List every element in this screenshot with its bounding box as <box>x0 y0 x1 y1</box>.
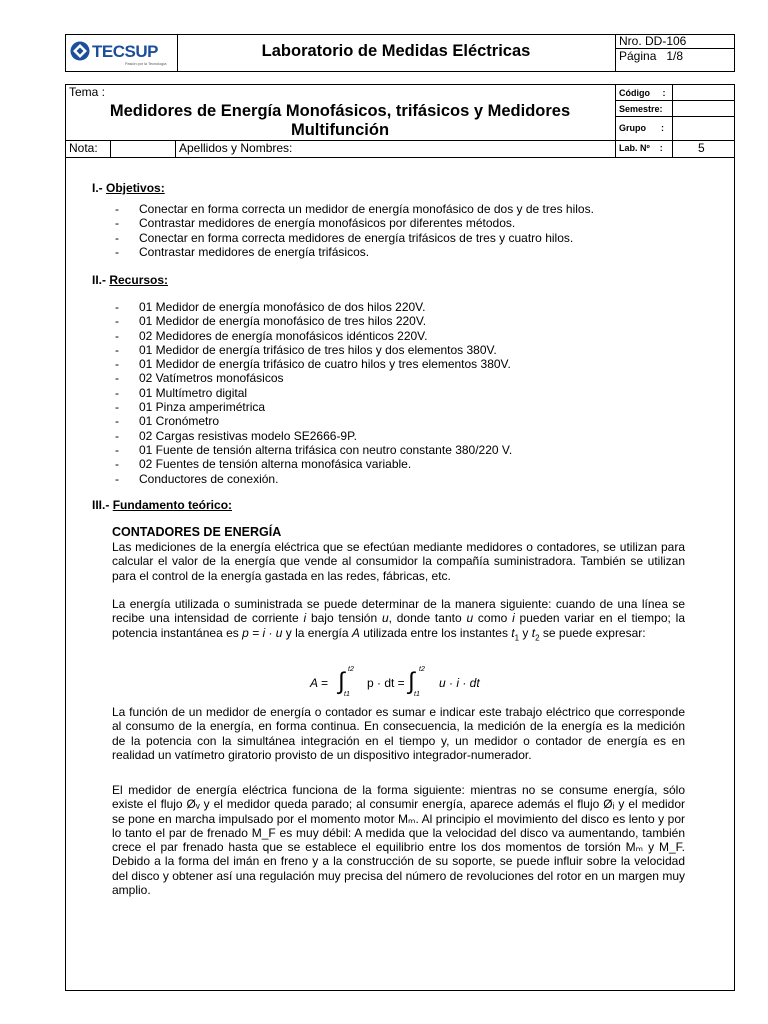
lab-label: Lab. Nº : <box>619 143 663 153</box>
tema-label: Tema : <box>69 85 106 99</box>
integral-icon: ∫ <box>338 668 345 695</box>
recurso-item: - 01 Medidor de energía monofásico de tres hilos 220V. <box>115 314 512 328</box>
text-span: pueden variar en el tiempo; la potencia instantánea es <box>112 611 685 640</box>
codigo-label: Código : <box>619 88 666 98</box>
header-divider-2 <box>615 34 616 72</box>
section-number: II.- <box>92 273 106 287</box>
section-number: III.- <box>92 498 110 512</box>
formula-rhs: u · i · dt <box>439 676 480 690</box>
header-title: Laboratorio de Medidas Eléctricas <box>261 42 531 60</box>
info-divider-v1 <box>615 84 616 157</box>
energy-formula <box>310 668 510 700</box>
objetivos-list <box>115 202 594 259</box>
section-title: Recursos: <box>109 273 169 287</box>
nota-divider-2 <box>175 140 176 157</box>
objetivo-item: - Conectar en forma correcta medidores de energía trifásicos de tres y cuatro hilos. <box>115 231 594 245</box>
symbol-u: u <box>466 611 474 626</box>
symbol-t1: t <box>511 625 515 640</box>
recurso-item: - 02 Cargas resistivas modelo SE2666-9P. <box>115 429 512 443</box>
recurso-item: - 01 Multímetro digital <box>115 386 512 400</box>
paragraph-1: Las mediciones de la energía eléctrica que se efectúan mediante medidores o contadores, se utilizan para calcular el valor de la energía que vende al consumidor la compañía suministradora. También se utilizan para el control de la energía gastada en las redes, fábricas, etc. <box>112 540 685 583</box>
integral-lower: t1 <box>414 691 420 698</box>
recurso-item: - Conductores de conexión. <box>115 472 512 486</box>
grupo-label: Grupo : <box>619 123 664 133</box>
text-span: , donde tanto <box>388 611 467 626</box>
symbol-i: i <box>303 611 307 626</box>
formula-mid: p · dt = <box>367 676 405 690</box>
integral-lower: t1 <box>344 691 350 698</box>
section-objetivos-heading <box>92 181 165 195</box>
section-title: Fundamento teórico: <box>112 498 233 512</box>
recurso-item: - 01 Pinza amperimétrica <box>115 400 512 414</box>
text-span: y la energía <box>282 625 352 640</box>
recurso-item: - 01 Medidor de energía monofásico de dos hilos 220V. <box>115 300 512 314</box>
recurso-item: - 01 Medidor de energía trifásico de cuatro hilos y tres elementos 380V. <box>115 357 512 371</box>
symbol-i: i <box>512 611 515 626</box>
objetivo-item: - Conectar en forma correcta un medidor de energía monofásico de dos y de tres hilos. <box>115 202 594 216</box>
logo-text: TECSUP <box>92 42 158 61</box>
recursos-list <box>115 300 512 486</box>
tecsup-logo <box>69 38 173 68</box>
symbol-t2: t <box>531 625 536 640</box>
integral-icon: ∫ <box>408 668 415 695</box>
recurso-item: - 01 Fuente de tensión alterna trifásica con neutro constante 380/220 V. <box>115 443 512 457</box>
doc-number: Nro. DD-106 <box>619 34 687 48</box>
recurso-item: - 01 Cronómetro <box>115 414 512 428</box>
recurso-item: - 02 Medidores de energía monofásicos idénticos 220V. <box>115 329 512 343</box>
info-divider-h1 <box>615 100 735 101</box>
info-divider-h3 <box>65 140 735 141</box>
paragraph-3: La función de un medidor de energía o contador es sumar e indicar este trabajo eléctrico que corresponde al consumo de la energía, en forma continua. En consecuencia, la medición de la energía es la medición de la potencia con la simultánea integración en el tiempo y, un medidor o contador de energía es en realidad un vatímetro giratorio provisto de un dispositivo integrador-numerador. <box>112 705 685 762</box>
recurso-item: - 02 Fuentes de tensión alterna monofásica variable. <box>115 457 512 471</box>
tema-title-line1: Medidores de Energía Monofásicos, trifásicos y Medidores <box>109 102 571 120</box>
text-span: se puede expresar: <box>539 625 646 640</box>
integral-upper: t2 <box>348 666 354 673</box>
paragraph-2 <box>112 597 685 645</box>
section-fundamento-heading <box>92 498 232 512</box>
section-recursos-heading <box>92 273 168 287</box>
contadores-heading: CONTADORES DE ENERGÍA <box>112 525 282 539</box>
nota-label: Nota: <box>69 141 98 155</box>
info-divider-h2 <box>615 116 735 117</box>
text-span: y <box>519 625 532 640</box>
apellidos-label: Apellidos y Nombres: <box>179 141 293 155</box>
paragraph-4: El medidor de energía eléctrica funciona de la forma siguiente: mientras no se consume energía, sólo existe el flujo Øᵥ y el medidor queda parado; al consumir energía, aparece además el flujo Øᵢ y el medidor se pone en marcha impulsado por el momento motor Mₘ. Al principio el movimiento del disco es lento y por lo tanto el par de frenado M_F es muy débil: A medida que la velocidad del disco va aumentando, también crece el par frenado hasta que se establece el equilibrio entre los dos momentos de torsión Mₘ y M_F. Debido a la forma del imán en freno y a la construcción de su soporte, se puede influir sobre la velocidad del disco y obtener así una regulación muy precisa del número de revoluciones del rotor en un margen muy amplio. <box>112 783 685 898</box>
tema-title-line2: Multifunción <box>290 121 390 139</box>
objetivo-item: - Contrastar medidores de energía trifásicos. <box>115 245 594 259</box>
symbol-a: A <box>351 625 360 640</box>
lab-value: 5 <box>698 141 705 155</box>
recurso-item: - 02 Vatímetros monofásicos <box>115 371 512 385</box>
integral-upper: t2 <box>419 666 425 673</box>
text-span: La energía utilizada o suministrada se puede determinar de la manera siguiente: cuando de una línea se recibe una intensidad de corriente <box>112 597 685 626</box>
section-title: Objetivos: <box>106 181 165 195</box>
tecsup-logo-icon <box>69 38 173 68</box>
info-divider-v2 <box>672 84 673 157</box>
text-span: bajo tensión <box>306 611 382 626</box>
text-span: utilizada entre los instantes <box>359 625 512 640</box>
subscript: 1 <box>514 632 520 642</box>
semestre-label: Semestre: <box>619 104 663 114</box>
info-divider-h4 <box>65 157 735 158</box>
page-number: Página 1/8 <box>619 49 684 63</box>
objetivo-item: - Contrastar medidores de energía monofásicos por diferentes métodos. <box>115 216 594 230</box>
text-span: como <box>473 611 513 626</box>
nota-divider-1 <box>110 140 111 157</box>
logo-tagline: Pasión por la Tecnología <box>125 62 167 66</box>
recurso-item: - 01 Medidor de energía trifásico de tres hilos y dos elementos 380V. <box>115 343 512 357</box>
section-number: I.- <box>92 181 103 195</box>
subscript: 2 <box>535 632 540 642</box>
formula-lhs: A = <box>310 676 328 690</box>
symbol-u: u <box>381 611 389 626</box>
power-equation: p = i · u <box>242 625 283 640</box>
